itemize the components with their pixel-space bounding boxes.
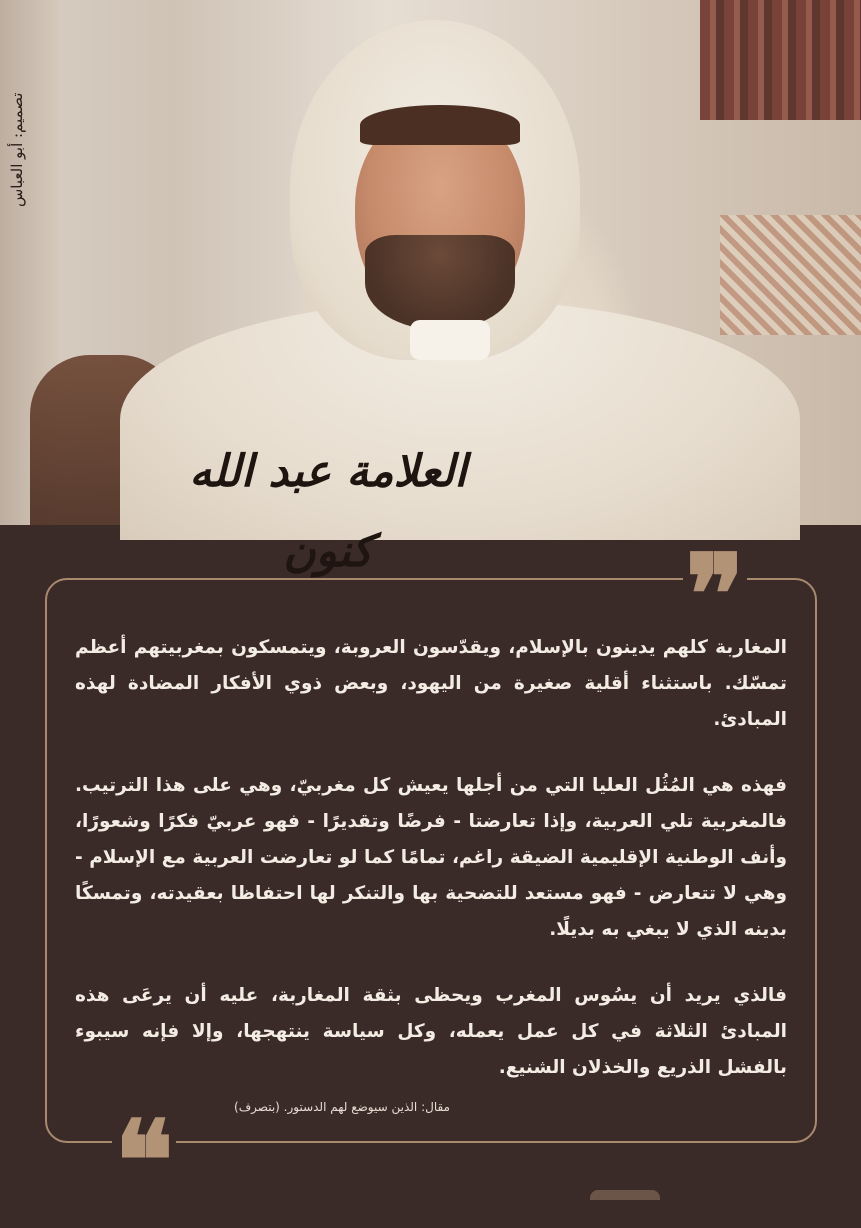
open-quote-icon: ❞ [683,552,747,600]
figure-beard [365,235,515,330]
quote-paragraph: المغاربة كلهم يدينون بالإسلام، ويقدّسون العروبة، ويتمسكون بمغربيتهم أعظم تمسّك. باستثناء أقلية صغيرة من اليهود، وبعض ذوي الأفكار المضادة لهذه المبادئ. [75,637,787,730]
figure-hair [360,105,520,145]
quote-body [75,630,787,1086]
figure-collar [410,320,490,360]
designer-credit: تصميم: أبو العباس [8,92,26,208]
portrait-caption: العلامة عبد الله كنون [189,446,467,577]
background-tiles [720,215,861,335]
quote-paragraph: فهذه هي المُثُل العليا التي من أجلها يعيش كل مغربيّ، وهي على هذا الترتيب. فالمغربية تلي العربية، وإذا تعارضتا - فرضًا وتقديرًا - فهو عربيّ فكرًا وشعورًا، وأنف الوطنية الإقليمية الضيقة راغم، تمامًا كما لو تعارضت العربية مع الإسلام - وهي لا تتعارض - فهو مستعد للتضحية بها والتنكر لها احتفاظا بعقيدته، وتمسكًا بدينه الذي لا يبغي به بديلًا. [75,775,787,940]
bottom-tab [590,1190,660,1200]
quote-paragraph: فالذي يريد أن يسُوس المغرب ويحظى بثقة المغاربة، عليه أن يرعَى هذه المبادئ الثلاثة في كل عمل يعمله، وكل سياسة ينتهجها، وإلا فإنه سيبوء بالفشل الذريع والخذلان الشنيع. [75,985,787,1078]
close-quote-icon: ❝ [112,1118,176,1166]
portrait-photo [0,0,861,577]
background-bookshelf [700,0,861,120]
source-citation: مقال: الذين سيوضع لهم الدستور. (بتصرف) [234,1100,450,1114]
